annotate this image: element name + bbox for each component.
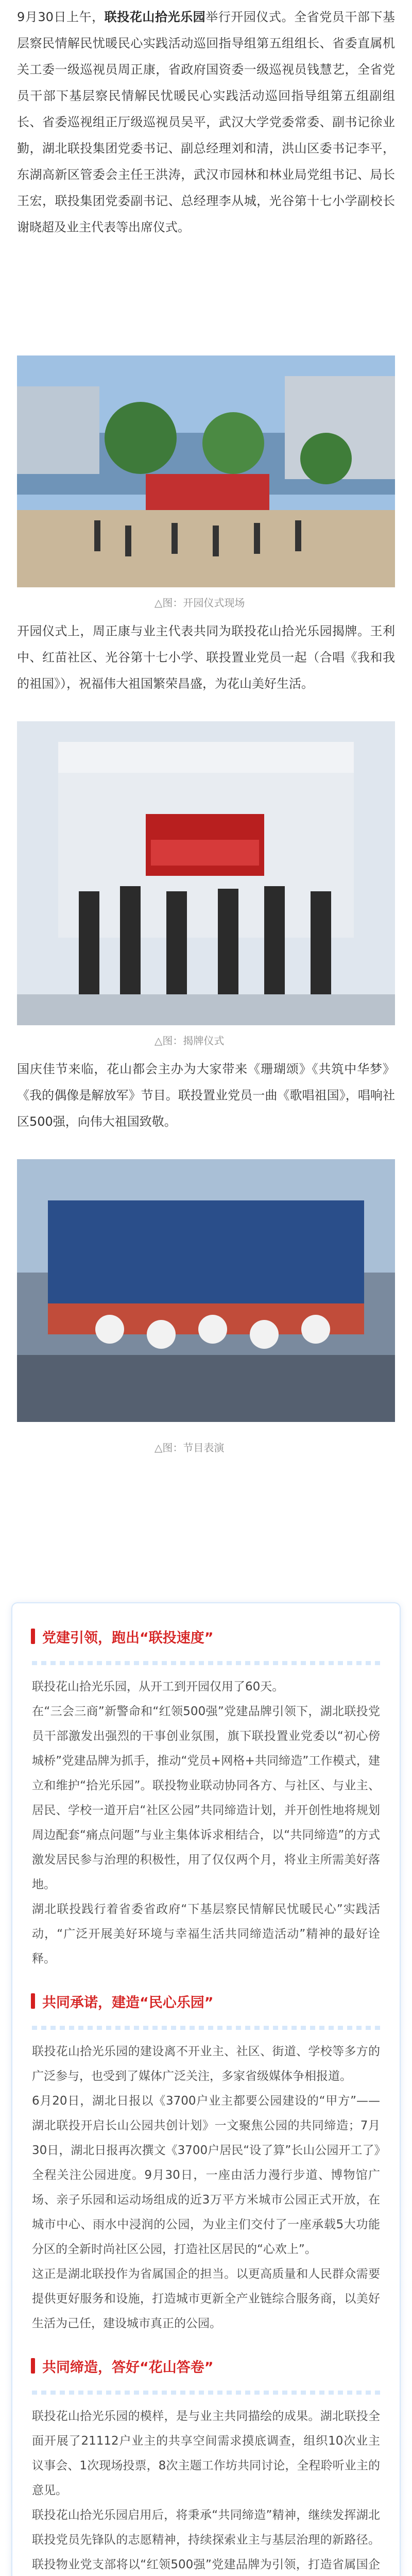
performance-photo: [17, 1159, 395, 1422]
performance-paragraph: 国庆佳节来临，花山都会主办为大家带来《珊瑚颂》《共筑中华梦》《我的偶像是解放军》节目。联投置业党员一曲《歌唱祖国》，唱响社区500强，向伟大祖国致敬。: [17, 1062, 395, 1129]
highlights-card: [12, 1603, 400, 2576]
park-name: 联投花山拾光乐园: [104, 10, 206, 24]
section3-heading: [12, 2346, 400, 2385]
section-marker-icon: [31, 1993, 35, 2009]
section2-heading: [12, 1981, 400, 2021]
section1-paragraph-2: 在“三会三商”新警命和“红领500强”党建品牌引领下，湖北联投党员干部激发出强烈的干事创业氛围，旗下联投置业党委以“初心傍城桥”党建品牌为抓手，推动“党员+网格+共同缔造”工作模式，建立和维护“拾光乐园”。联投物业联动协同各方、与社区、与业主、居民、学校一道开启“社区公园”共同缔造计划，并开创性地将规划周边配套“痛点问题”与业主集体诉求相结合，以“共同缔造”的方式激发居民参与治理的积极性，用了仅仅两个月，将业主所需美好落地。: [32, 1705, 380, 1891]
section2-paragraph-3: 这正是湖北联投作为省属国企的担当。以更高质量和人民群众需要提供更好服务和设施，打造城市更新全产业链综合服务商，以美好生活为己任，建设城市真正的公园。: [32, 2267, 380, 2330]
section1-paragraph-1: 联投花山拾光乐园，从开工到开园仅用了60天。: [32, 1680, 284, 1693]
ceremony-photo: [17, 355, 395, 587]
section-marker-icon: [31, 1629, 35, 1644]
section2-paragraph-2: 6月20日，湖北日报以《3700户业主都要公园建设的“甲方”——湖北联投开启长山公园共创计划》一文聚焦公园的共同缔造；7月30日，湖北日报再次撰文《3700户居民“设了算”长山公园开工了》全程关注公园进度。9月30日，一座由活力漫行步道、博物馆广场、亲子乐园和运动场组成的近3万平方米城市公园正式开放，在城市中心、雨水中浸润的公园，为业主们交付了一座承载5大功能分区的全新时尚社区公园，打造社区居民的“心欢上”。: [32, 2094, 380, 2256]
unveiling-paragraph: 开园仪式上，周正康与业主代表共同为联投花山拾光乐园揭牌。王利中、红苗社区、光谷第十七小学、联投置业党员一起（合唱《我和我的祖国》），祝福伟大祖国繁荣昌盛，为花山美好生活。: [17, 624, 395, 691]
section2-paragraph-1: 联投花山拾光乐园的建设离不开业主、社区、街道、学校等多方的广泛参与，也受到了媒体广泛关注，多家省级媒体争相报道。: [32, 2045, 380, 2083]
divider: [32, 1661, 380, 1665]
section-marker-icon: [31, 2358, 35, 2374]
intro-paragraph: [17, 4, 395, 241]
intro-rest: 举行开园仪式。全省党员干部下基层察民情解民忧暖民心实践活动巡回指导组第五组组长、省委直属机关工委一级巡视员周正康，省政府国资委一级巡视员钱慧艺，全省党员干部下基层察民情解民忧暖民心实践活动巡回指导组第五组副组长、省委巡视组正厅级巡视员吴平，武汉大学党委常委、副书记徐业勤，湖北联投集团党委书记、副总经理刘和清，洪山区委书记李平，东湖高新区管委会主任王洪涛，武汉市园林和林业局党组书记、局长王宏，联投集团党委副书记、总经理李从城，光谷第十七小学副校长谢晓超及业主代表等出席仪式。: [17, 10, 396, 234]
section1-paragraph-3: 湖北联投践行着省委省政府“下基层察民情解民忧暖民心”实践活动，“广泛开展美好环境与幸福生活共同缔造活动”精神的最好诠释。: [32, 1903, 380, 1965]
intro-lead: 9月30日上午，: [17, 10, 105, 24]
section2-title: 共同承诺，建造“民心乐园”: [42, 1994, 214, 2011]
unveiling-photo-illustration: [17, 721, 395, 1025]
section1-title: 党建引领，跑出“联投速度”: [42, 1630, 214, 1646]
ceremony-photo-illustration: [17, 355, 395, 587]
performance-photo-illustration: [17, 1159, 395, 1422]
caption-performance: △图：节目表演: [154, 1442, 225, 1454]
caption-unveiling: △图：揭牌仪式: [154, 1035, 225, 1047]
section3-title: 共同缔造，答好“花山答卷”: [42, 2359, 214, 2376]
section1-heading: [12, 1617, 400, 1656]
section3-paragraph-2: 联投花山拾光乐园启用后，将秉承“共同缔造”精神，继续发挥湖北联投党员先锋队的志愿精神，持续探索业主与基层治理的新路径。联投物业党支部将以“红领500强”党建品牌为引领，打造省属国企: [32, 2509, 380, 2571]
unveiling-photo: [17, 721, 395, 1025]
caption-ceremony: △图：开园仪式现场: [154, 597, 245, 609]
section3-paragraph-1: 联投花山拾光乐园的模样，是与业主共同描绘的成果。湖北联投全面开展了21112户业主的共享空间需求摸底调查，组织10次业主议事会、1次现场投票，8次主题工作坊共同讨论，全程聆听业主的意见。: [32, 2410, 380, 2497]
divider: [32, 2026, 380, 2030]
divider: [32, 2391, 380, 2395]
